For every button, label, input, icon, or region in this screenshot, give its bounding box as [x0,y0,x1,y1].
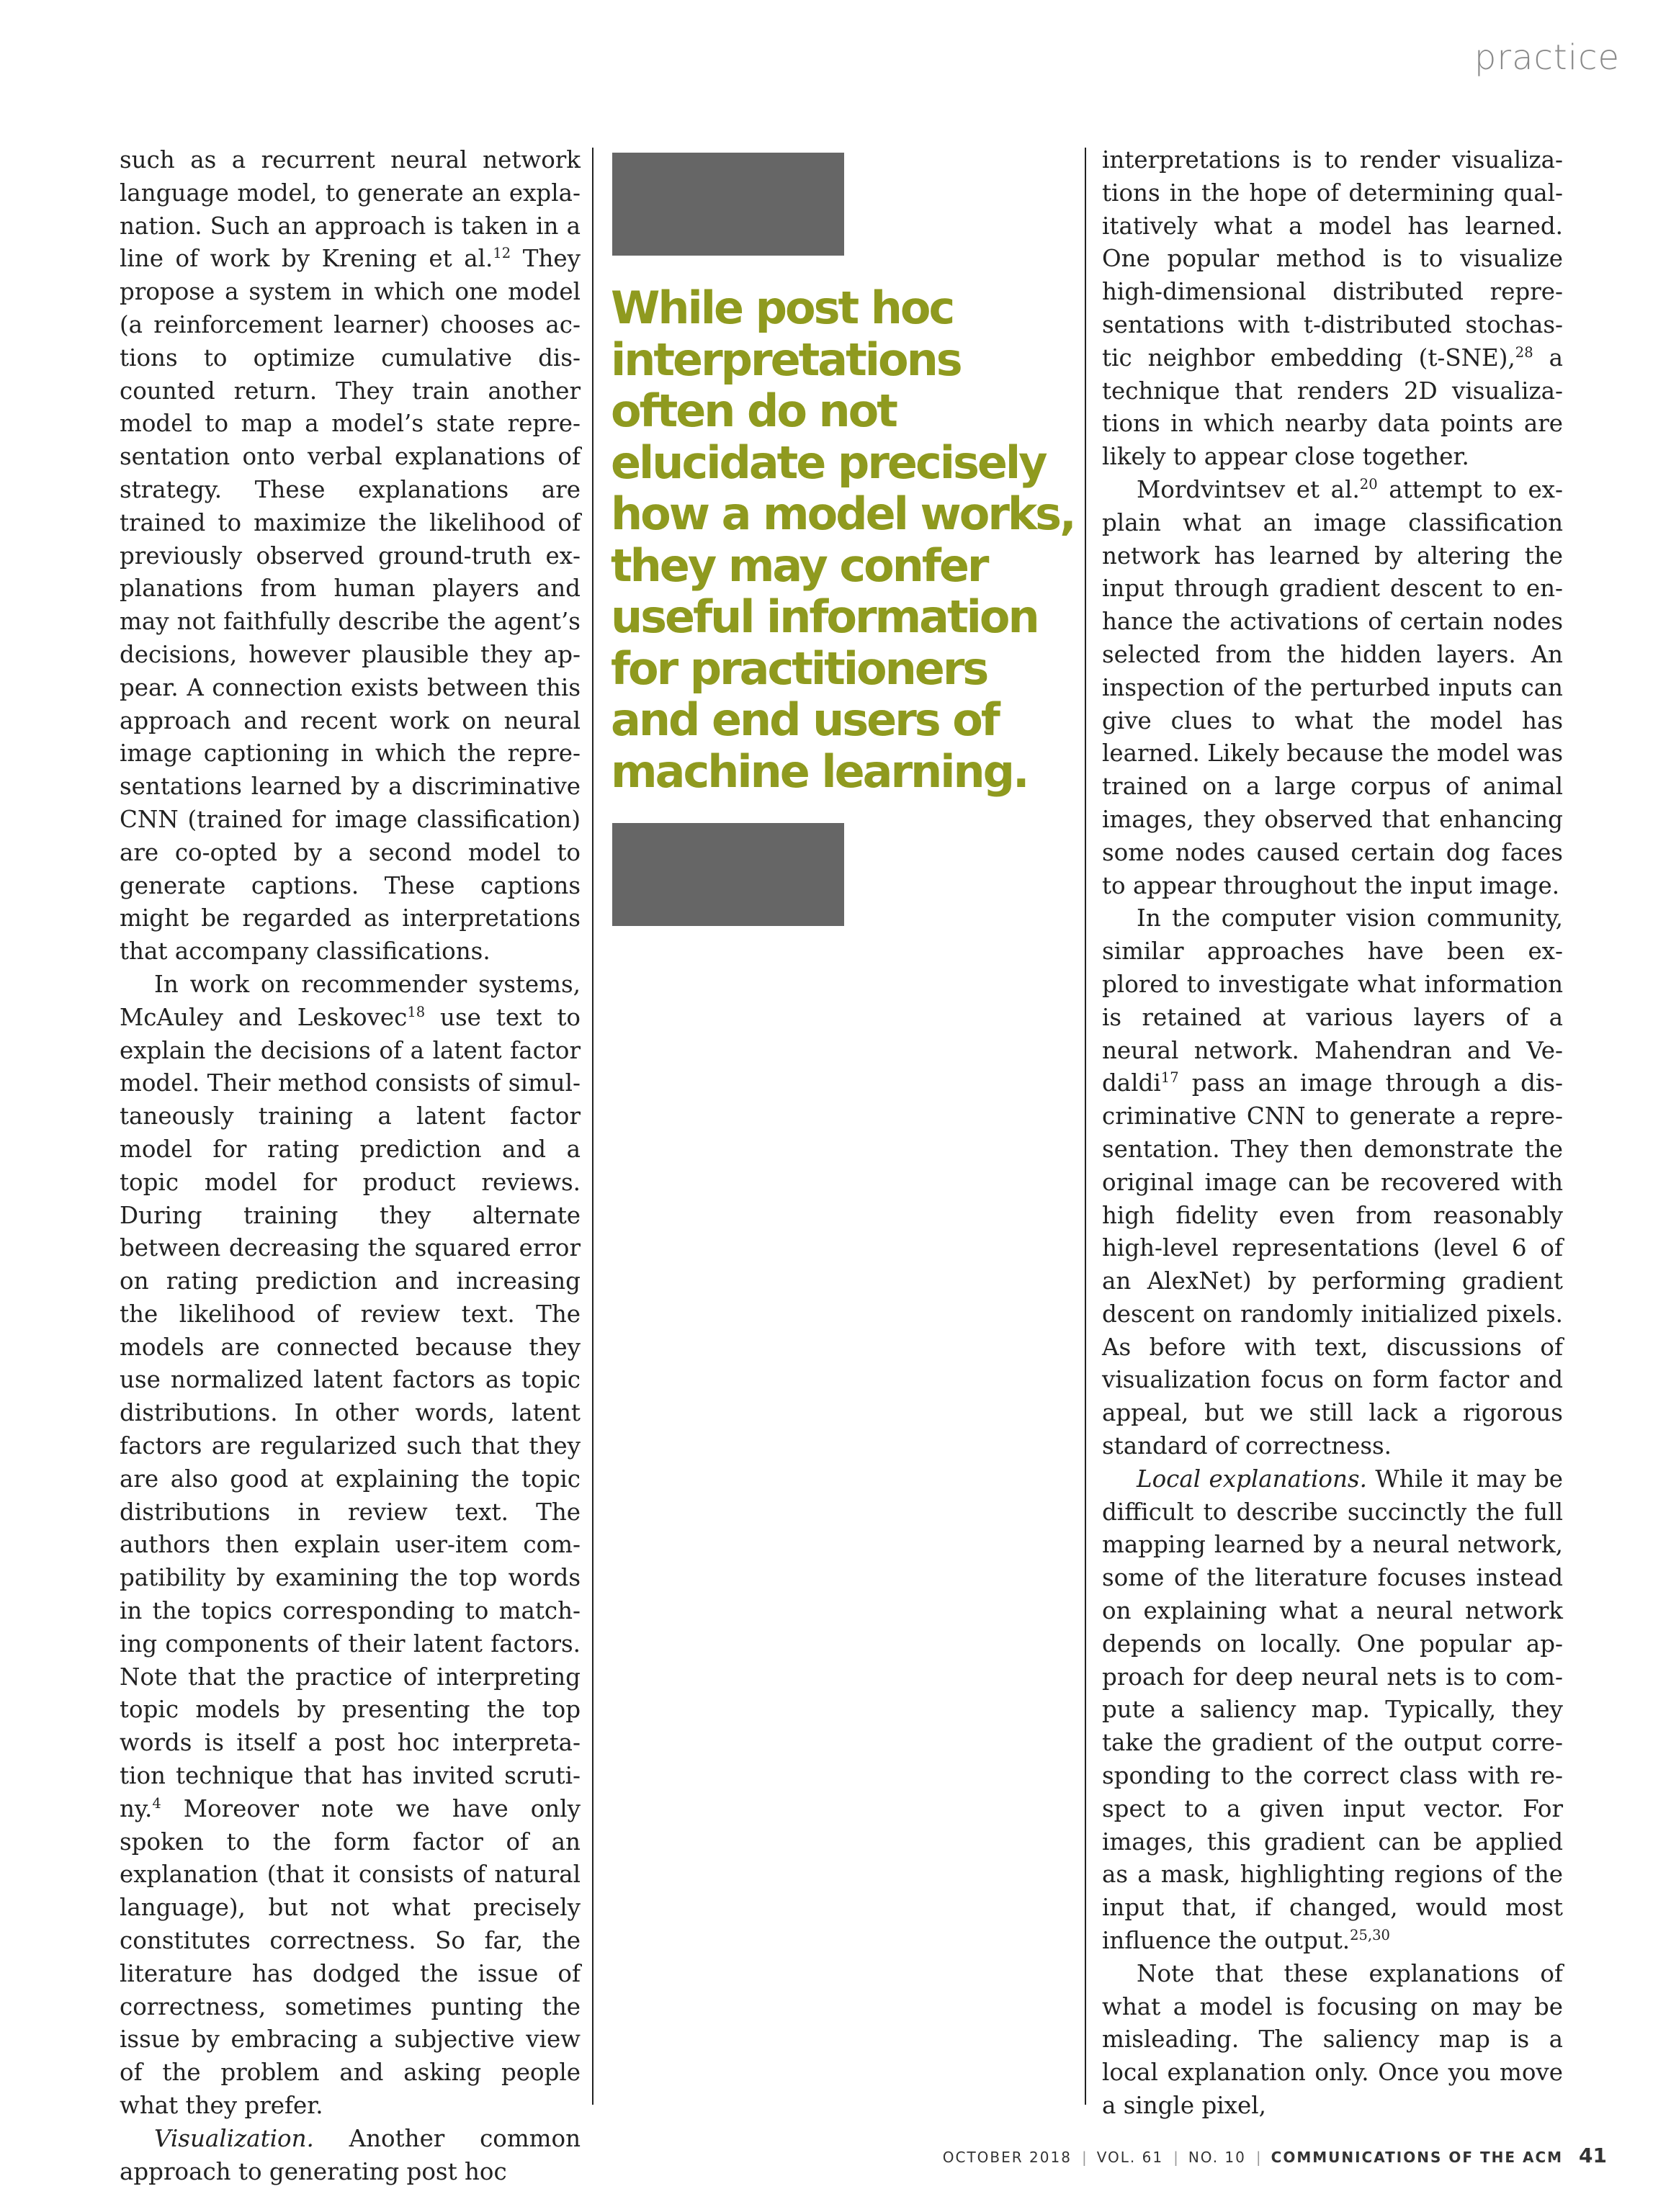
section-label: practice [1474,37,1620,78]
subheading: Visualization. [154,2124,314,2152]
pull-quote-line: often do not [611,385,896,437]
decorative-block-bottom [612,823,844,926]
paragraph: Visualization. Another common approach to generating post hoc [120,2124,581,2185]
pull-quote-line: and end users of [611,693,998,746]
paragraph: interpretations is to render visualizations in the hope of determining qualitatively what a model has learned. One popular method is to visualize high-dimensional distributed representations with t-distributed stochastic neighbor embedding (t-SNE),$^{28}$ a technique that renders 2D visualizations in which nearby data points are likely to appear close together. [1102,146,1563,471]
citation: 18 [407,1003,426,1020]
paragraph: Local explanations. While it may be difficult to describe succinctly the full mapping learned by a neural network, some of the literature focuses instead on explaining what a neural network depends on locally. One popular approach for deep neural nets is to compute a saliency map. Typically, they take the gradient of the output corresponding to the correct class with respect to a given input vector. For images, this gradient can be applied as a mask, highlighting regions of the input that, if changed, would most influence the output.$^{25,30}$ [1102,1465,1564,1955]
footer-separator: | [1081,2149,1087,2166]
magazine-name: COMMUNICATIONS OF THE ACM [1271,2149,1564,2166]
pull-quote-line: for practitioners [611,642,987,695]
pull-quote [611,282,1075,798]
page-footer [943,2144,1607,2167]
pull-quote-line: useful information [611,590,1038,643]
paragraph: Mordvintsev et al.$^{20}$ attempt to explain what an image classification network has learned by altering the input through gradient descent to enhance the activations of certain nodes selected from the hidden layers. An inspection of the perturbed inputs can give clues to what the model has learned. Likely because the model was trained on a large corpus of animal images, they observed that enhancing some nodes caused certain dog faces to appear throughout the input image. [1102,475,1563,899]
paragraph: Note that these explanations of what a model is focusing on may be misleading. The saliency map is a local explanation only. Once you move a single pixel, [1102,1959,1563,2120]
pull-quote-line: interpretations [611,333,961,386]
footer-separator: | [1173,2149,1178,2166]
column-divider-right [1085,148,1086,2105]
subheading: Local explanations. [1137,1465,1367,1493]
pull-quote-line: how a model works, [611,487,1075,540]
pull-quote-line: elucidate precisely [611,436,1046,489]
citation: 20 [1359,476,1378,493]
decorative-block-top [612,153,844,256]
footer-separator: | [1255,2149,1261,2166]
pull-quote-line: they may confer [611,539,987,592]
issue-number: NO. 10 [1188,2149,1246,2166]
pull-quote-line: machine learning. [611,745,1028,798]
right-column [1102,144,1563,2123]
paragraph: In work on recommender systems, McAuley and Leskovec$^{18}$ use text to explain the decisions of a latent factor model. Their method consists of simultaneously training a latent factor model for rating prediction and a topic model for product reviews. During training they alternate between decreasing the squared error on rating prediction and increasing the likelihood of review text. The models are connected because they use normalized latent factors as topic distributions. In other words, latent factors are regularized such that they are also good at explaining the topic distributions in review text. The authors then explain user-item compatibility by examining the top words in the topics corresponding to matching components of their latent factors. Note that the practice of interpreting topic models by presenting the top words is itself a post hoc interpretation technique that has invited scrutiny.$^4$ Moreover note we have only spoken to the form factor of an explanation (that it consists of natural language), but not what precisely constitutes correctness. So far, the literature has dodged the issue of correctness, sometimes punting the issue by embracing a subjective view of the problem and asking people what they prefer. [120,970,581,2120]
citation: 25,30 [1350,1927,1390,1944]
citation: 4 [152,1795,161,1812]
citation: 17 [1160,1069,1179,1087]
page-number: 41 [1579,2144,1607,2167]
citation: 12 [493,245,511,262]
paragraph: such as a recurrent neural network language model, to generate an explanation. Such an approach is taken in a line of work by Krening et al.$^{12}$ They propose a system in which one model (a reinforcement learner) chooses actions to optimize cumulative discounted return. They train another model to map a model’s state representation onto verbal explanations of strategy. These explanations are trained to maximize the likelihood of previously observed ground-truth explanations from human players and may not faithfully describe the agent’s decisions, however plausible they appear. A connection exists between this approach and recent work on neural image captioning in which the representations learned by a discriminative CNN (trained for image classification) are co-opted by a second model to generate captions. These captions might be regarded as interpretations that accompany classifications. [120,146,581,966]
issue-date: OCTOBER 2018 [942,2149,1072,2166]
pull-quote-line: While post hoc [611,282,954,334]
column-divider-left [592,148,593,2105]
citation: 28 [1515,343,1533,361]
issue-volume: VOL. 61 [1096,2149,1164,2166]
paragraph: In the computer vision community, similar approaches have been explored to investigate what information is retained at various layers of a neural network. Mahendran and Vedaldi$^{17}$ pass an image through a discriminative CNN to generate a representation. They then demonstrate the original image can be recovered with high fidelity even from reasonably high-level representations (level 6 of an AlexNet) by performing gradient descent on randomly initialized pixels. As before with text, discussions of visualization focus on form factor and appeal, but we still lack a rigorous standard of correctness. [1102,904,1563,1460]
left-column [120,144,581,2188]
